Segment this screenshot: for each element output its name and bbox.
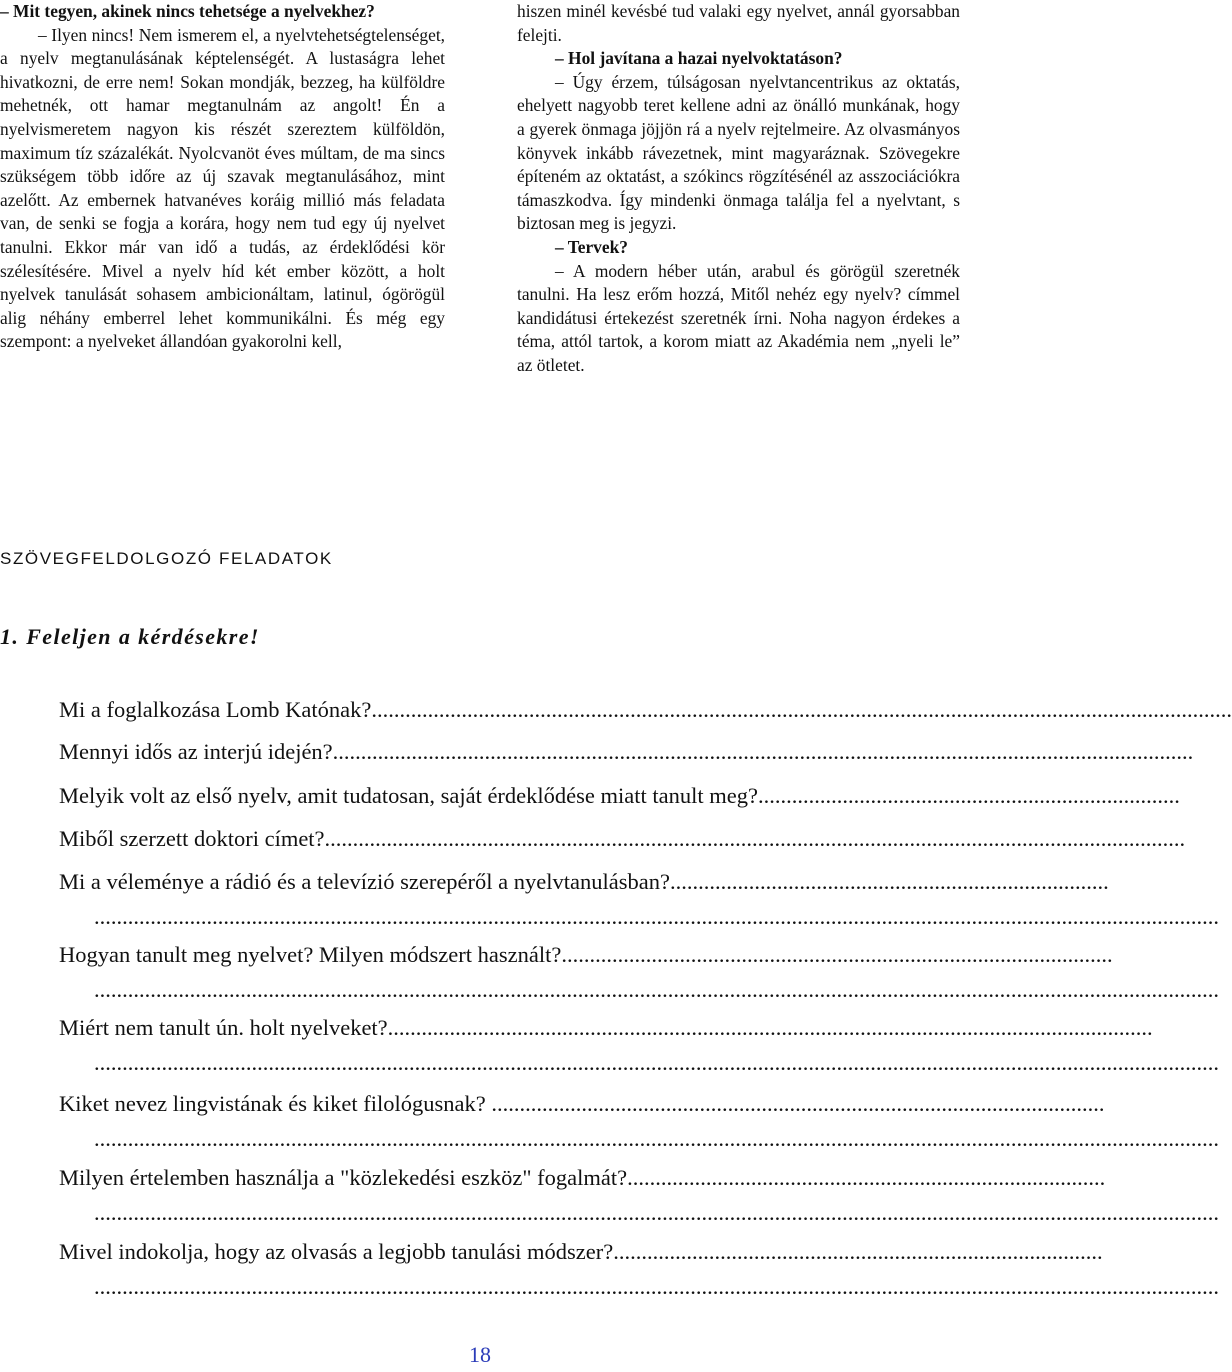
- interview-answer: hiszen minél kevésbé tud valaki egy nyelvet, annál gyorsabban felejti.: [517, 1, 960, 45]
- answer-line: ........................................................................................................................................................................................................: [94, 904, 1219, 929]
- section-heading: SZÖVEGFELDOLGOZÓ FELADATOK: [0, 549, 333, 568]
- question-line: Mennyi idős az interjú idején?.........................................................................................................................................................: [59, 739, 1194, 764]
- interview-question: – Mit tegyen, akinek nincs tehetsége a nyelvekhez?: [0, 1, 375, 21]
- answer-line: ........................................................................................................................................................................................................: [94, 977, 1219, 1002]
- question-line: Mi a véleménye a rádió és a televízió szerepéről a nyelvtanulásban?..............................................................................: [59, 869, 1109, 894]
- question-line: Miért nem tanult ún. holt nyelveket?........................................................................................................................................: [59, 1015, 1153, 1040]
- question-line: Mivel indokolja, hogy az olvasás a legjobb tanulási módszer?.......................................................................................: [59, 1239, 1103, 1264]
- answer-line: ........................................................................................................................................................................................................: [94, 1126, 1219, 1151]
- interview-right-column: [517, 0, 960, 378]
- answer-line: ........................................................................................................................................................................................................: [94, 1200, 1219, 1225]
- question-line: Kiket nevez lingvistának és kiket filológusnak? .............................................................................................................: [59, 1091, 1105, 1116]
- question-line: Mi a foglalkozása Lomb Katónak?.........................................................................................................................................................: [59, 697, 1232, 722]
- question-line: Hogyan tanult meg nyelvet? Milyen módszert használt?..................................................................................................: [59, 942, 1113, 967]
- interview-question: – Hol javítana a hazai nyelvoktatáson?: [555, 48, 843, 69]
- page-number: 18: [469, 1342, 491, 1367]
- question-line: Milyen értelemben használja a "közlekedési eszköz" fogalmát?.....................................................................................: [59, 1165, 1106, 1190]
- question-line: Melyik volt az első nyelv, amit tudatosan, saját érdeklődése miatt tanult meg?...........................................................................: [59, 783, 1180, 808]
- answer-line: ........................................................................................................................................................................................................: [94, 1050, 1219, 1075]
- interview-answer: – Ilyen nincs! Nem ismerem el, a nyelvtehetségtelenséget, a nyelv megtanulásának képtelenségét. A lustaságra lehet hivatkozni, de erre nem! Sokan mondják, bezzeg, ha külföldre mehetnék, ott hamar megtanulnám az angolt! Én a nyelvismeretem nagyon kis részét szereztem külföldön, maximum tíz százalékát. Nyolcvanöt éves múltam, de ma sincs szükségem több időre az új szavak megtanulásához, mint azelőtt. Az embernek hatvanéves koráig millió más feladata van, de senki se fogja a korára, hogy nem tud egy új nyelvet tanulni. Ekkor már van idő a tudás, az érdeklődési kör szélesítésére. Mivel a nyelv híd két ember között, a holt nyelvek tanulását sohasem ambicionáltam, latinul, ógörögül alig néhány emberrel lehet kommunikálni. És még egy szempont: a nyelveket állandóan gyakorolni kell,: [0, 24, 445, 352]
- interview-question: – Tervek?: [555, 236, 628, 257]
- interview-answer: – A modern héber után, arabul és görögül szeretnék tanulni. Ha lesz erőm hozzá, Mitől nehéz egy nyelv? címmel kandidátusi értekezést szeretnék írni. Noha nagyon érdekes a téma, attól tartok, a korom miatt az Akadémia nem „nyeli le” az ötletet.: [517, 260, 960, 375]
- interview-answer: – Úgy érzem, túlságosan nyelvtancentrikus az oktatás, ehelyett nagyobb teret kellene adni az önálló munkának, hogy a gyerek önmaga jöjjön rá a nyelv rejtelmeire. Az olvasmányos könyvek inkább rávezetnek, mint magyaráznak. Szövegekre építeném az oktatást, a szókincs rögzítésénél az asszociációkra támaszkodva. Így mindenki önmaga találja fel a nyelvtant, s biztosan meg is jegyzi.: [517, 71, 960, 234]
- question-line: Miből szerzett doktori címet?.........................................................................................................................................................: [59, 826, 1186, 851]
- answer-line: ........................................................................................................................................................................................................: [94, 1274, 1219, 1299]
- task-title: 1. Feleljen a kérdésekre!: [0, 624, 260, 649]
- interview-left-column: [0, 0, 445, 354]
